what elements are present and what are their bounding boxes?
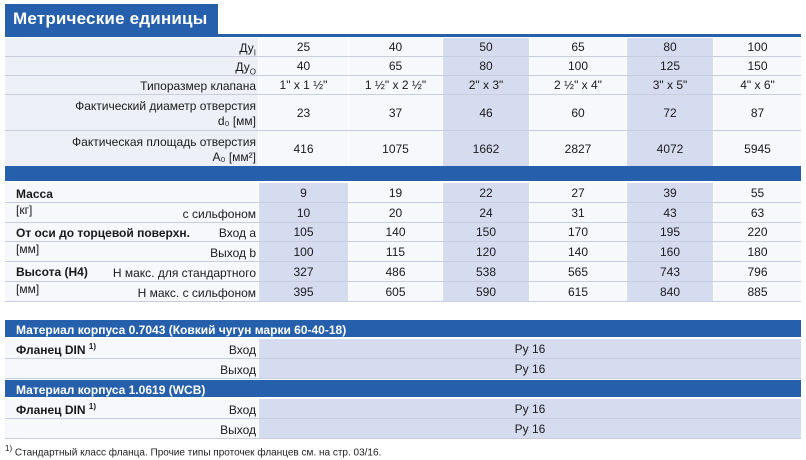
label-unit: [мм] <box>16 282 40 296</box>
cell: 150 <box>713 57 801 75</box>
cell: 327 <box>258 262 348 281</box>
cell: 1662 <box>442 131 529 166</box>
cell: 25 <box>258 38 348 56</box>
cell: 115 <box>348 242 442 261</box>
flange-inlet-row <box>5 399 801 419</box>
cell: 80 <box>626 38 713 56</box>
cell: 195 <box>626 223 713 241</box>
cell: 120 <box>442 242 529 261</box>
cell: 43 <box>626 203 713 222</box>
flange-label <box>16 402 96 417</box>
row-label <box>5 359 258 378</box>
row-axis-outlet <box>5 242 801 262</box>
cell: 140 <box>529 242 626 261</box>
cell: 4072 <box>626 131 713 166</box>
material-header: Материал корпуса 0.7043 (Ковкий чугун марки 60-40-18) <box>5 320 801 337</box>
section-divider-band <box>5 166 801 181</box>
label-subscript: O <box>249 67 256 77</box>
cell: 590 <box>442 282 529 301</box>
cell: 37 <box>348 95 442 130</box>
row-label <box>5 76 258 94</box>
row-label <box>5 399 258 418</box>
label-subscript: I <box>253 48 256 58</box>
cell: 19 <box>348 183 442 202</box>
cell: 395 <box>258 282 348 301</box>
row-dn-inlet <box>5 38 801 57</box>
row-label <box>5 282 258 301</box>
row-label <box>5 262 258 281</box>
cell: 743 <box>626 262 713 281</box>
label-text: Вход <box>228 343 256 357</box>
cell: 125 <box>626 57 713 75</box>
cell: 63 <box>713 203 801 222</box>
cell: 538 <box>442 262 529 281</box>
row-mass-bellows <box>5 203 801 223</box>
cell: 100 <box>713 38 801 56</box>
flange-text: Фланец DIN <box>16 343 86 357</box>
cell: 65 <box>529 38 626 56</box>
cell: 5945 <box>713 131 801 166</box>
pressure-value: Ру 16 <box>258 419 801 438</box>
row-label <box>5 419 258 438</box>
cell: 140 <box>348 223 442 241</box>
cell: 9 <box>258 183 348 202</box>
cell: 105 <box>258 223 348 241</box>
label-unit: [мм] <box>16 242 40 256</box>
label-text: H макс. с сильфоном <box>137 286 256 300</box>
cell: 55 <box>713 183 801 202</box>
cell: 2827 <box>529 131 626 166</box>
material-header: Материал корпуса 1.0619 (WCB) <box>5 380 801 397</box>
cell: 2" x 3" <box>442 76 529 94</box>
cell: 486 <box>348 262 442 281</box>
label-unit: d₀ [мм] <box>217 114 256 128</box>
cell: 39 <box>626 183 713 202</box>
cell: 20 <box>348 203 442 222</box>
label-text: Фактический диаметр отверстия <box>75 99 256 113</box>
row-orifice-diameter <box>5 95 801 131</box>
label-text: Выход b <box>210 246 256 260</box>
row-label <box>5 131 258 166</box>
label-unit: [кг] <box>16 203 33 217</box>
page-title: Метрические единицы <box>5 4 218 34</box>
cell: 170 <box>529 223 626 241</box>
cell: 80 <box>442 57 529 75</box>
label-unit: A₀ [мм²] <box>212 150 256 164</box>
label-text: Выход <box>220 423 256 437</box>
cell: 50 <box>442 38 529 56</box>
cell: 605 <box>348 282 442 301</box>
cell: 4" x 6" <box>713 76 801 94</box>
label-text: с сильфоном <box>182 207 256 221</box>
row-orifice-area <box>5 131 801 166</box>
cell: 416 <box>258 131 348 166</box>
cell: 46 <box>442 95 529 130</box>
row-axis-inlet <box>5 223 801 242</box>
cell: 160 <box>626 242 713 261</box>
row-label <box>5 38 258 56</box>
flange-outlet-row <box>5 419 801 439</box>
row-valve-size <box>5 76 801 95</box>
cell: 27 <box>529 183 626 202</box>
cell: 40 <box>348 38 442 56</box>
cell: 60 <box>529 95 626 130</box>
cell: 24 <box>442 203 529 222</box>
cell: 22 <box>442 183 529 202</box>
cell: 10 <box>258 203 348 222</box>
footnote <box>5 444 381 458</box>
title-rule <box>5 34 801 37</box>
footnote-text: Стандартный класс фланца. Прочие типы проточек фланцев см. на стр. 03/16. <box>14 447 382 459</box>
flange-label <box>16 342 96 357</box>
cell: 180 <box>713 242 801 261</box>
label-title: Высота (H4) <box>16 265 88 279</box>
label-text: Фактическая площадь отверстия <box>72 135 256 149</box>
row-label <box>5 223 258 241</box>
label-text: Вход <box>228 403 256 417</box>
cell: 796 <box>713 262 801 281</box>
row-label <box>5 339 258 358</box>
row-mass <box>5 183 801 203</box>
label-text: Типоразмер клапана <box>140 79 256 93</box>
cell: 2 ½" x 4" <box>529 76 626 94</box>
cell: 840 <box>626 282 713 301</box>
label-text: Ду <box>239 41 254 55</box>
cell: 72 <box>626 95 713 130</box>
row-label <box>5 242 258 261</box>
cell: 1 ½" x 2 ½" <box>348 76 442 94</box>
cell: 87 <box>713 95 801 130</box>
footnote-marker: 1) <box>88 402 97 411</box>
label-text: Ду <box>235 60 250 74</box>
cell: 100 <box>258 242 348 261</box>
pressure-value: Ру 16 <box>258 339 801 358</box>
row-label <box>5 183 258 202</box>
cell: 65 <box>348 57 442 75</box>
row-label <box>5 57 258 75</box>
label-title: От оси до торцевой поверхн. <box>16 226 190 240</box>
cell: 885 <box>713 282 801 301</box>
footnote-marker: 1) <box>5 444 13 453</box>
cell: 3" x 5" <box>626 76 713 94</box>
pressure-value: Ру 16 <box>258 399 801 418</box>
row-height-standard <box>5 262 801 282</box>
label-text: H макс. для стандартного <box>112 266 256 280</box>
row-label <box>5 95 258 130</box>
cell: 220 <box>713 223 801 241</box>
cell: 1075 <box>348 131 442 166</box>
label-text: Выход <box>220 363 256 377</box>
label-title: Масса <box>16 187 53 201</box>
cell: 565 <box>529 262 626 281</box>
footnote-marker: 1) <box>88 342 97 351</box>
label-text: Вход a <box>218 226 256 240</box>
flange-inlet-row <box>5 339 801 359</box>
cell: 31 <box>529 203 626 222</box>
cell: 150 <box>442 223 529 241</box>
row-height-bellows <box>5 282 801 302</box>
cell: 1" x 1 ½" <box>258 76 348 94</box>
row-label <box>5 203 258 222</box>
cell: 23 <box>258 95 348 130</box>
cell: 40 <box>258 57 348 75</box>
pressure-value: Ру 16 <box>258 359 801 378</box>
flange-text: Фланец DIN <box>16 403 86 417</box>
cell: 100 <box>529 57 626 75</box>
cell: 615 <box>529 282 626 301</box>
row-dn-outlet <box>5 57 801 76</box>
flange-outlet-row <box>5 359 801 379</box>
